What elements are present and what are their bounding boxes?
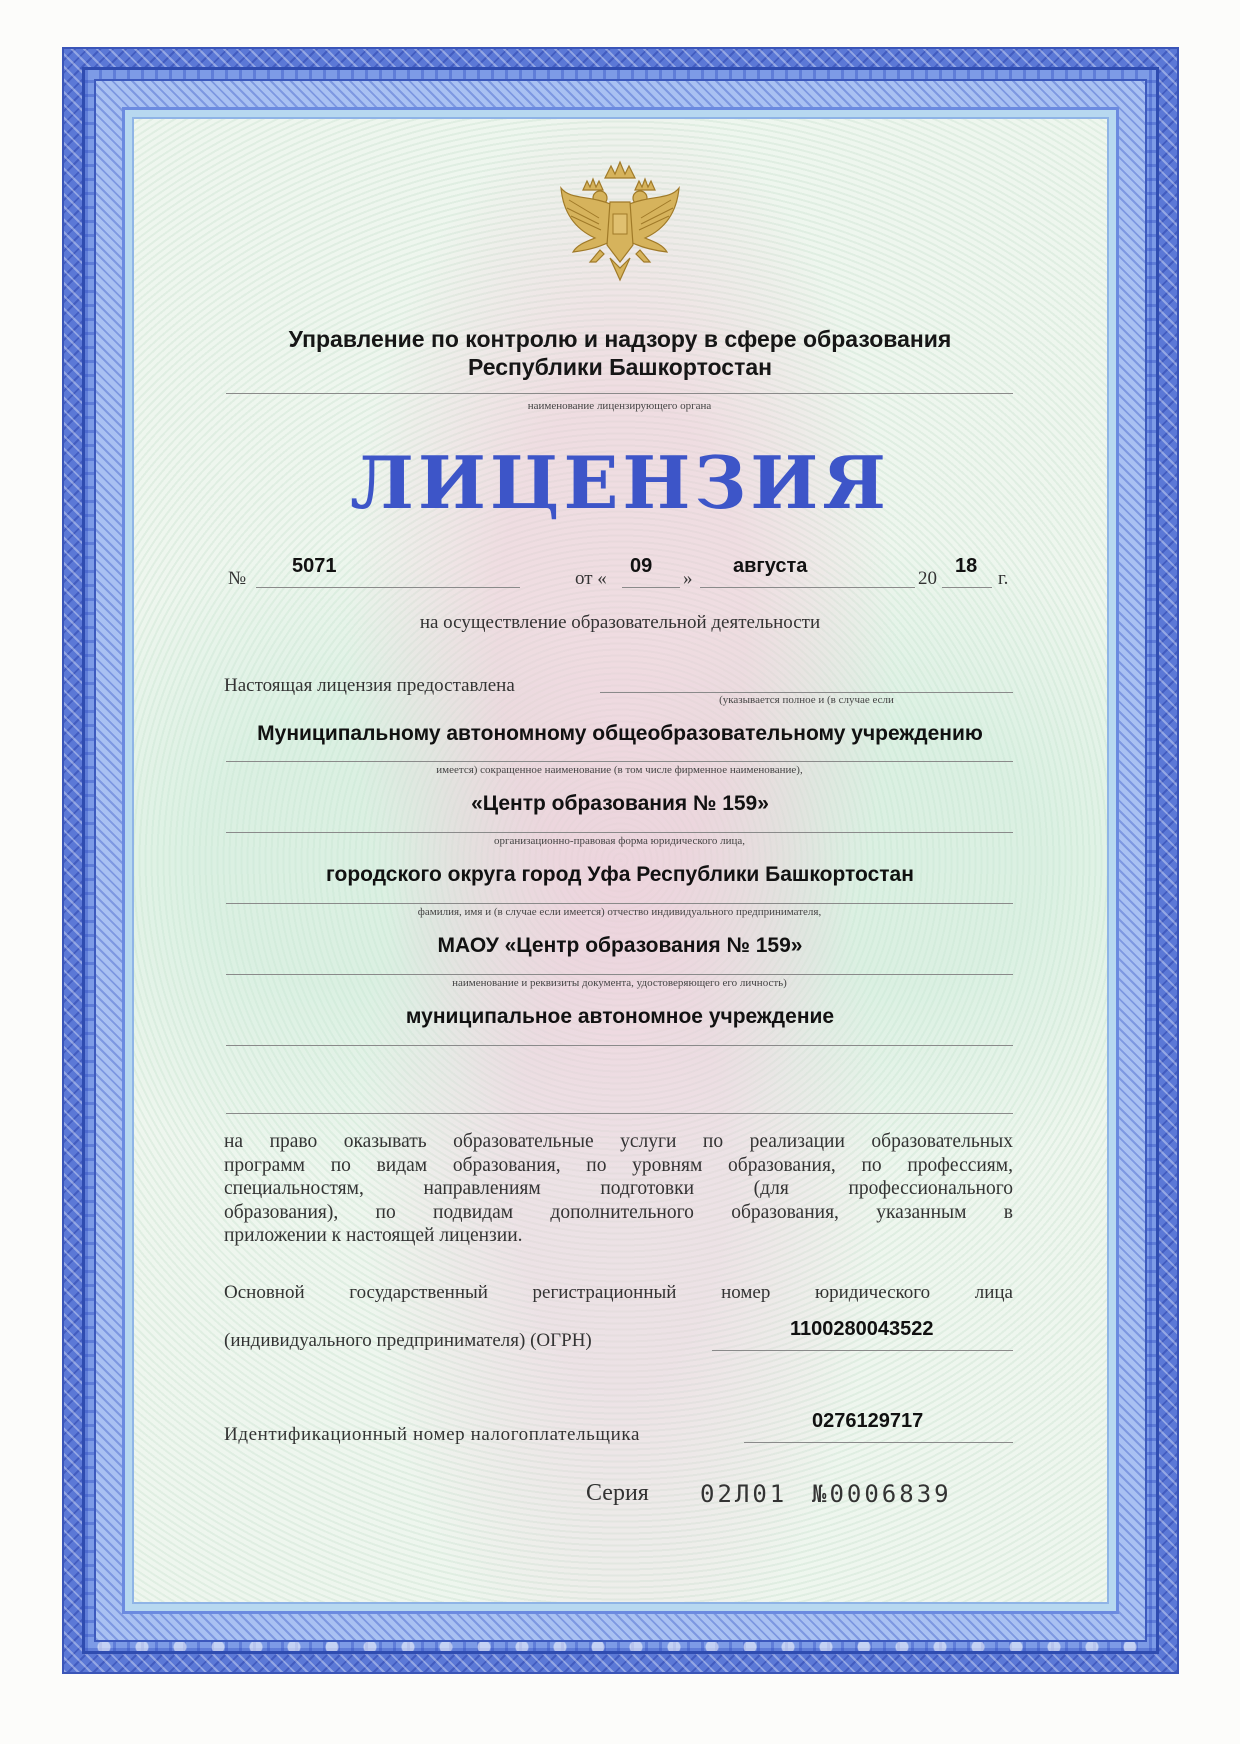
- authority-rule: [226, 393, 1013, 394]
- license-number: 5071: [292, 555, 337, 577]
- granted-caption-2: имеется) сокращенное наименование (в том числе фирменное наименование),: [436, 764, 803, 776]
- holder-line-1: Муниципальному автономному общеобразовательному учреждению: [257, 722, 983, 745]
- series-number: №0006839: [812, 1480, 952, 1508]
- ogrn-label-line-1: Основной государственный регистрационный номер юридического лица: [224, 1282, 1013, 1303]
- date-from-label: от «: [575, 568, 607, 589]
- ogrn-value: 1100280043522: [790, 1318, 934, 1340]
- rights-line: образования), по подвидам дополнительного образования, указанным в: [224, 1201, 1013, 1223]
- granted-caption-4: фамилия, имя и (в случае если имеется) отчество индивидуального предпринимателя,: [417, 906, 822, 918]
- holder-line-5: муниципальное автономное учреждение: [405, 1005, 835, 1028]
- rights-line: на право оказывать образовательные услуги по реализации образовательных: [224, 1131, 1013, 1152]
- series-label: Серия: [586, 1480, 649, 1506]
- coat-of-arms-icon: [555, 150, 685, 285]
- authority-line-1: Управление по контролю и надзору в сфере образования: [288, 326, 952, 352]
- inn-value: 0276129717: [812, 1410, 924, 1432]
- granted-label: Настоящая лицензия предоставлена: [224, 675, 515, 696]
- license-purpose: на осуществление образовательной деятельности: [419, 612, 821, 633]
- license-day: 09: [630, 555, 653, 577]
- document-title: ЛИЦЕНЗИЯ: [350, 440, 890, 525]
- holder-line-4: МАОУ «Центр образования № 159»: [437, 934, 803, 957]
- authority-line-2: Республики Башкортостан: [467, 354, 773, 380]
- date-day-close: »: [683, 568, 693, 589]
- granted-caption-5: наименование и реквизиты документа, удостоверяющего его личность): [452, 977, 787, 989]
- number-label: №: [228, 568, 247, 589]
- granted-caption-1: (указывается полное и (в случае если: [719, 694, 894, 706]
- ogrn-label-line-2: (индивидуального предпринимателя) (ОГРН): [224, 1330, 592, 1351]
- year-unit: г.: [998, 568, 1009, 589]
- year-prefix: 20: [918, 568, 937, 589]
- granted-caption-3: организационно-правовая форма юридического лица,: [493, 835, 746, 847]
- rights-paragraph: [224, 1130, 1013, 1248]
- authority-caption: наименование лицензирующего органа: [527, 400, 712, 412]
- rights-line: приложении к настоящей лицензии.: [224, 1225, 523, 1246]
- rights-line: специальностям, направлениям подготовки (для профессионального: [224, 1178, 1013, 1199]
- inn-label: Идентификационный номер налогоплательщика: [224, 1424, 641, 1445]
- series-code: 02Л01: [700, 1480, 788, 1508]
- holder-line-2: «Центр образования № 159»: [471, 792, 769, 815]
- license-year: 18: [955, 555, 978, 577]
- license-month: августа: [733, 555, 808, 577]
- holder-line-3: городского округа город Уфа Республики Башкортостан: [326, 863, 914, 886]
- rights-line: программ по видам образования, по уровням образования, по профессиям,: [224, 1154, 1013, 1176]
